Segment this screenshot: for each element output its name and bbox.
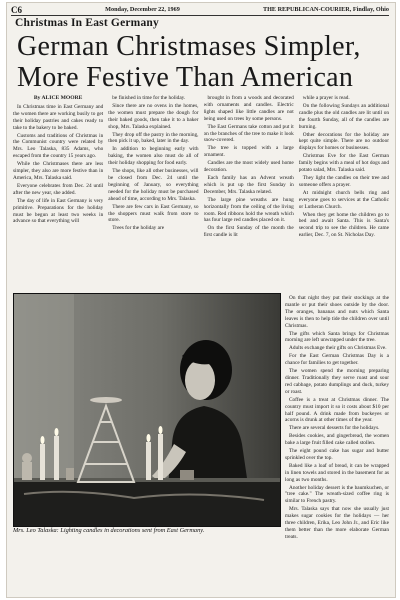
paragraph: The day of life in East Germany is very primitive. Preparations for the holiday must be begun at least two weeks in advance so that everything will bbox=[13, 197, 104, 225]
paragraph: Christmas Eve for the East German family begins with a meal of hot dogs and potato salad, Mrs. Talaska said. bbox=[298, 153, 389, 174]
article-column bbox=[13, 95, 103, 290]
paragraph: They light the candles on their tree and someone offers a prayer. bbox=[298, 174, 389, 188]
paragraph: The eight pound cake has sugar and butter sprinkled over the top. bbox=[285, 448, 389, 461]
paragraph: Besides cookies, and gingerbread, the women bake a large fruit filled cake called stollen. bbox=[285, 433, 389, 447]
article-column bbox=[204, 95, 294, 290]
paragraph: The tree is topped with a large ornament. bbox=[203, 145, 294, 159]
newspaper-page bbox=[6, 2, 396, 598]
headline bbox=[17, 31, 389, 93]
newspaper-name: THE REPUBLICAN-COURIER, Findlay, Ohio bbox=[262, 6, 389, 13]
paragraph: The large pine wreaths are hung horizontally from the ceiling of the living room. Red ribbons hold the wreath which has four large red candles placed on it. bbox=[203, 196, 294, 224]
paragraph: Coffee is a treat at Christmas dinner. The country must import it so it costs about $10 per half pound. A drink made from buckeyes or acorns is drunk at other times of the year. bbox=[285, 396, 389, 424]
paragraph: In Christmas time in East Germany and the women there are working busily to get their holiday pastries and cakes ready to take to the bakery to be baked. bbox=[13, 103, 104, 131]
paragraph: The gifts which Santa brings for Christmas morning are left unwrapped under the tree. bbox=[285, 330, 389, 344]
paragraph: Mrs. Talaska says that now she usually just makes sugar cookies for the holidays — her three children, Erika, Leo John Jr., and Eric like them better than the more elaborate German treats. bbox=[285, 506, 389, 540]
byline: By ALICE MOORE bbox=[33, 95, 83, 101]
paragraph: They drop off the pastry in the morning, then pick it up, baked, later in the day. bbox=[108, 131, 199, 145]
paragraph: Other decorations for the holiday are kept quite simple. There are no outdoor displays for homes or businesses. bbox=[298, 131, 389, 152]
article-column-continued bbox=[285, 295, 389, 595]
photo-illustration bbox=[14, 294, 280, 526]
paragraph: Since there are no ovens in the homes, the women must prepare the dough for their baked goods, then take it to a baker shop, Mrs. Talaska explained. bbox=[108, 102, 199, 130]
article-column bbox=[108, 95, 198, 290]
kicker-heading: Christmas In East Germany bbox=[15, 17, 159, 29]
paragraph: The women spend the morning preparing dinner. Traditionally they serve roast and sour red cabbage, potato dumplings and duck, turkey or roast. bbox=[285, 368, 389, 395]
paragraph: The shops, like all other businesses, will be closed from Dec. 24 until the beginning of January, so everything needed for the holiday must be purchased ahead of time, according to Mrs. Talaska. bbox=[108, 168, 199, 202]
paragraph: The East Germans take cotton and put it on the branches of the tree to make it look snow-covered. bbox=[203, 123, 294, 144]
masthead bbox=[11, 5, 389, 16]
headline-line-1: German Christmases Simpler, bbox=[17, 31, 361, 62]
paragraph: Another holiday dessert is the baumkuchen, or "tree cake." The wreath-sized coffee ring is similar to French pastry. bbox=[285, 484, 389, 505]
paragraph: On the following Sundays an additional candle plus the old candles are lit until on the fourth Sunday, all of the candles are burning. bbox=[298, 102, 389, 130]
paragraph: For the East German Christmas Day is a chance for families to get together. bbox=[285, 353, 389, 367]
paragraph: At midnight church bells ring and everyone goes to services at the Catholic or Lutheran Church. bbox=[298, 189, 389, 210]
issue-date: Monday, December 22, 1969 bbox=[105, 6, 180, 13]
paragraph: Everyone celebrates from Dec. 24 until after the new year, she added. bbox=[13, 182, 104, 196]
article-columns bbox=[13, 95, 389, 290]
paragraph: When they get home the children go to bed and await Santa. This is Santa's second trip to see the children. He came earlier, Dec. 7, on St. Nicholas Day. bbox=[298, 211, 389, 239]
photo-caption: Mrs. Leo Talaska: Lighting candles in decorations sent from East Germany. bbox=[13, 527, 205, 534]
news-photo bbox=[13, 293, 281, 527]
paragraph: Customs and traditions of Christmas in the Communist country were related by Mrs. Leo Talaska, 835 Adams, who escaped from the country 15 years ago. bbox=[13, 132, 104, 160]
paragraph: Baked like a loaf of bread, it can be wrapped in linen towels and stored in the basement for as long as two months. bbox=[285, 462, 389, 483]
paragraph: while a prayer is read. bbox=[302, 95, 350, 101]
article-column bbox=[299, 95, 389, 290]
page-number: C6 bbox=[11, 5, 22, 15]
paragraph: Trees for the holiday are bbox=[112, 225, 165, 232]
paragraph: There are few cars in East Germany, so the shoppers must walk from store to store. bbox=[108, 203, 199, 224]
paragraph: brought in from a woods and decorated with ornaments and candles. Electric lights shaped like little candles are not being used on trees by some persons. bbox=[203, 95, 294, 122]
paragraph: On the first Sunday of the month the first candle is lit bbox=[203, 225, 294, 239]
paragraph: Adults exchange their gifts on Christmas Eve. bbox=[289, 345, 387, 352]
paragraph: There are several desserts for the holidays. bbox=[289, 425, 380, 432]
paragraph: In addition to beginning early with baking, the women also must do all of their holiday shopping for food early. bbox=[108, 146, 199, 167]
paragraph: be finished in time for the holiday. bbox=[112, 95, 186, 101]
paragraph: Each family has an Advent wreath which is put up the first Sunday in December, Mrs. Talaska related. bbox=[203, 174, 294, 195]
paragraph: Candles are the most widely used home decoration. bbox=[203, 160, 294, 174]
headline-line-2: More Festive Than American bbox=[17, 62, 354, 93]
paragraph: While the Christmases there are less simpler, they also are more festive than in America, Mrs. Talaska said. bbox=[13, 161, 104, 181]
paragraph: On that night they put their stockings at the mantle or put their shoes outside by the door. The oranges, bananas and nuts which Santa leaves is then to help tide the children over until Christmas. bbox=[285, 295, 389, 329]
